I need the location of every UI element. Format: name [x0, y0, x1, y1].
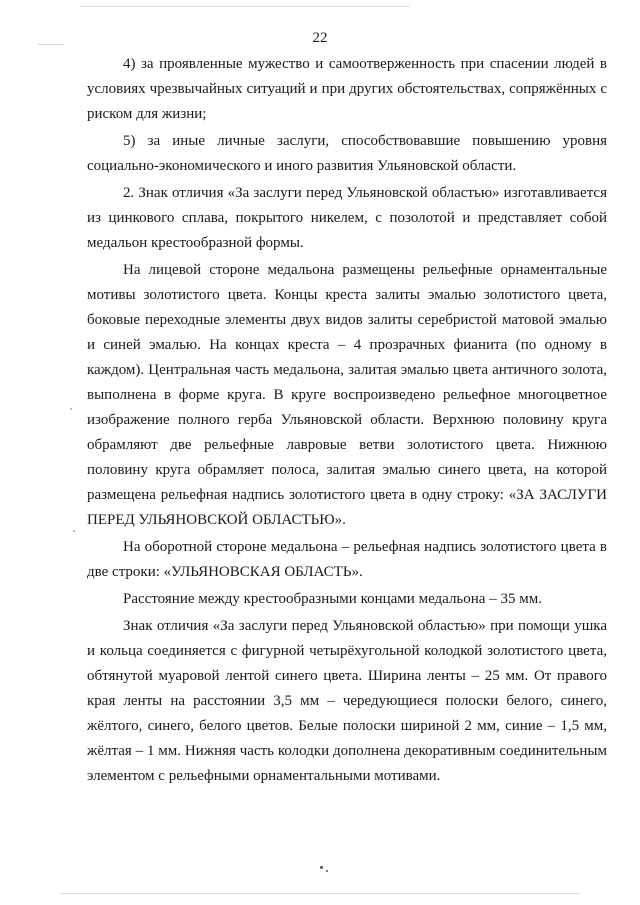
paragraph-dimensions: Расстояние между крестообразными концами медальона – 35 мм. — [123, 591, 542, 607]
scan-speck — [320, 866, 323, 869]
paragraph-obverse-description: На лицевой стороне медальона размещены рельефные орнаментальные мотивы золотистого цвета. Концы креста залиты эмалью золотистого цвета, боковые переходные элементы двух видов залиты серебристой матовой эмалью и синей эмалью. На концах креста – 4 прозрачных фианита (по одному в каждом). Центральная часть медальона, залитая эмалью цвета античного золота, выполнена в форме круга. В круге воспроизведено рельефное многоцветное изображение полного герба Ульяновской области. Верхнюю половину круга обрамляют две рельефные лавровые ветви золотистого цвета. Нижнюю половину круга обрамляет полоса, залитая эмалью синего цвета, на которой размещена рельефная надпись золотистого цвета в одну строку: «ЗА ЗАСЛУГИ ПЕРЕД УЛЬЯНОВСКОЙ ОБЛАСТЬЮ». — [87, 262, 607, 528]
paragraph-item-4: 4) за проявленные мужество и самоотверженность при спасении людей в условиях чрезвычайных ситуаций и при других обстоятельствах, сопряжённых с риском для жизни; — [87, 56, 607, 122]
scan-speck — [70, 408, 72, 410]
scan-edge-top — [80, 6, 410, 7]
paragraph-reverse-description: На оборотной стороне медальона – рельефная надпись золотистого цвета в две строки: «УЛЬЯНОВСКАЯ ОБЛАСТЬ». — [87, 539, 607, 580]
page-number: 22 — [312, 30, 328, 46]
paragraph-item-5: 5) за иные личные заслуги, способствовавшие повышению уровня социально-экономического и иного развития Ульяновской области. — [87, 133, 607, 174]
scan-speck — [73, 530, 75, 532]
document-body — [87, 52, 607, 789]
scan-edge-bottom — [60, 893, 580, 894]
paragraph-ribbon-description: Знак отличия «За заслуги перед Ульяновской областью» при помощи ушка и кольца соединяется с фигурной четырёхугольной колодкой золотистого цвета, обтянутой муаровой лентой синего цвета. Ширина ленты – 25 мм. От правого края ленты на расстоянии 3,5 мм – чередующиеся полоски белого, синего, жёлтого, синего, белого цветов. Белые полоски шириной 2 мм, синие – 1,5 мм, жёлтая – 1 мм. Нижняя часть колодки дополнена декоративным соединительным элементом с рельефными орнаментальными мотивами. — [87, 618, 607, 784]
paragraph-section-2: 2. Знак отличия «За заслуги перед Ульяновской областью» изготавливается из цинкового сплава, покрытого никелем, с позолотой и представляет собой медальон крестообразной формы. — [87, 185, 607, 251]
scan-speck — [326, 870, 328, 872]
